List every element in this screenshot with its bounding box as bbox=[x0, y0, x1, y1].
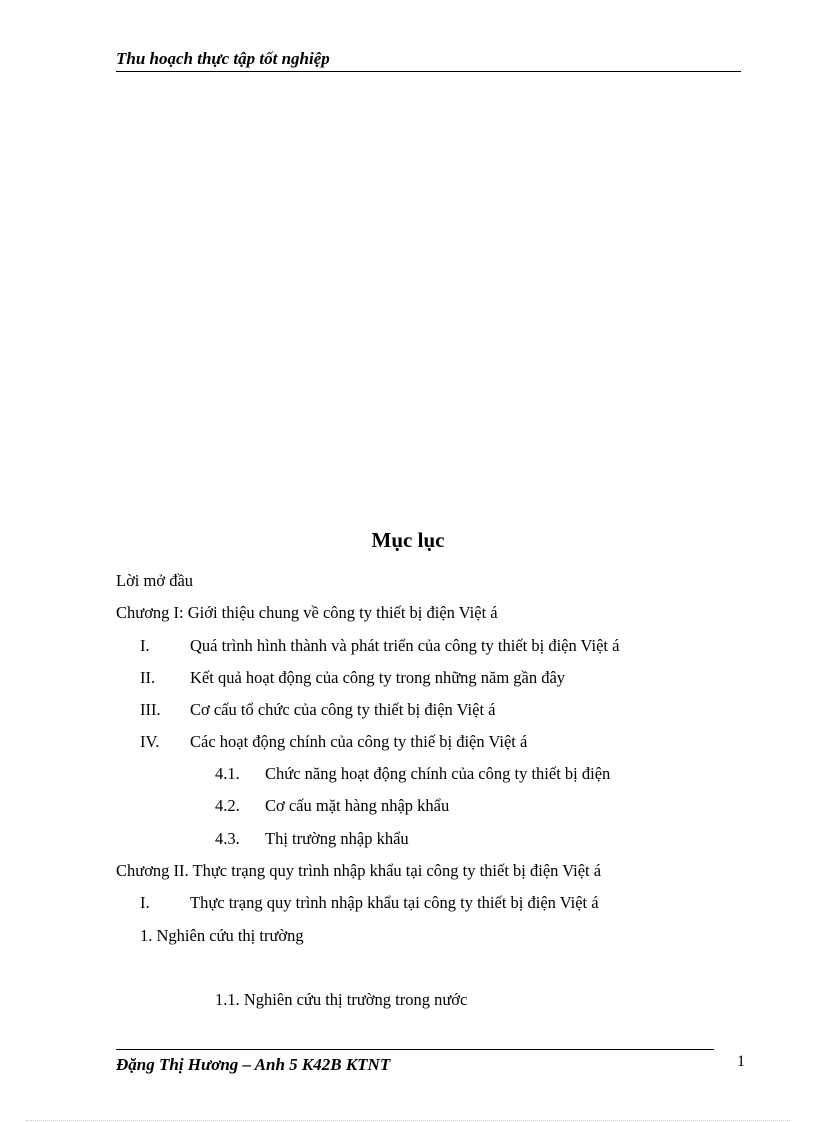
page-bottom-border bbox=[26, 1120, 790, 1121]
footer-author: Đặng Thị Hương – Anh 5 K42B KTNT bbox=[116, 1055, 391, 1074]
toc-item-text: Thực trạng quy trình nhập khẩu tại công ty thiết bị điện Việt á bbox=[190, 893, 599, 912]
toc-item-number: I. bbox=[140, 636, 150, 655]
toc-item bbox=[140, 636, 619, 656]
toc-item-number: III. bbox=[140, 700, 161, 719]
toc-item-text: Quá trình hình thành và phát triển của công ty thiết bị điện Việt á bbox=[190, 636, 620, 655]
toc-item bbox=[140, 700, 496, 720]
footer-divider bbox=[116, 1049, 714, 1050]
toc-item-text: Cơ cấu tổ chức của công ty thiết bị điện Việt á bbox=[190, 700, 496, 719]
toc-subitem-text: Chức năng hoạt động chính của công ty thiết bị điện bbox=[265, 764, 611, 783]
toc-subitem-text: Thị trường nhập khẩu bbox=[265, 829, 409, 848]
page-header: Thu hoạch thực tập tốt nghiệp bbox=[116, 49, 741, 72]
toc-subitem-number: 4.1. bbox=[215, 764, 240, 783]
toc-chapter-2: Chương II. Thực trạng quy trình nhập khẩu tại công ty thiết bị điện Việt á bbox=[116, 861, 602, 880]
toc-item-1: 1. Nghiên cứu thị trường bbox=[140, 926, 304, 945]
toc-item-text: Kết quả hoạt động của công ty trong những năm gần đây bbox=[190, 668, 566, 687]
toc-item-text: Các hoạt động chính của công ty thiế bị điện Việt á bbox=[190, 732, 528, 751]
toc-item-number: I. bbox=[140, 893, 150, 912]
toc-item-1-1: 1.1. Nghiên cứu thị trường trong nước bbox=[215, 990, 468, 1009]
page-number: 1 bbox=[737, 1053, 745, 1070]
toc-subitem bbox=[215, 796, 449, 816]
toc-item bbox=[140, 668, 565, 688]
toc-chapter-1: Chương I: Giới thiệu chung về công ty thiết bị điện Việt á bbox=[116, 603, 498, 622]
toc-item bbox=[140, 893, 599, 913]
toc-subitem-number: 4.2. bbox=[215, 796, 240, 815]
toc-subitem-number: 4.3. bbox=[215, 829, 240, 848]
toc-intro: Lời mở đầu bbox=[116, 571, 194, 590]
toc-item-number: IV. bbox=[140, 732, 160, 751]
toc-item-number: II. bbox=[140, 668, 156, 687]
toc-item bbox=[140, 732, 527, 752]
toc-subitem bbox=[215, 764, 610, 784]
toc-subitem-text: Cơ cấu mặt hàng nhập khẩu bbox=[265, 796, 450, 815]
toc-subitem bbox=[215, 829, 409, 849]
page-title: Mục lục bbox=[371, 528, 445, 552]
